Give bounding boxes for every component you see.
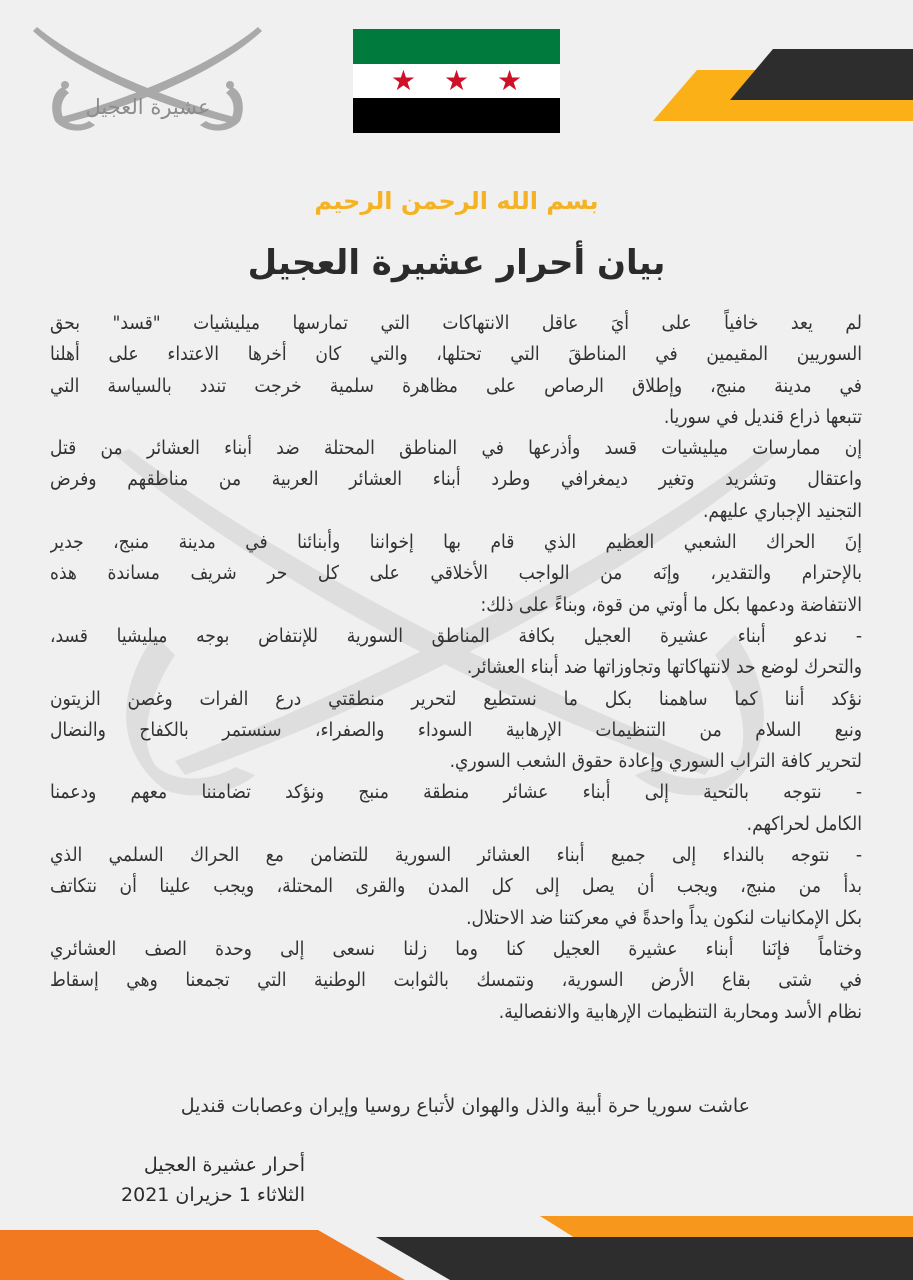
paragraph: [50, 621, 862, 684]
text-line: في شتى بقاع الأرض السورية، ونتمسك بالثوابت الوطنية التي تجمعنا وهي إسقاط: [50, 969, 862, 992]
closing-slogan: عاشت سوريا حرة أبية والذل والهوان لأتباع روسيا وإيران وعصابات قنديل: [180, 1095, 750, 1117]
paragraph: [50, 308, 862, 433]
statement-title: بيان أحرار عشيرة العجيل: [247, 243, 666, 283]
bottom-left-orange-band: [0, 1230, 405, 1280]
signature-date: الثلاثاء 1 حزيران 2021: [121, 1184, 305, 1206]
text-line: - نتوجه بالتحية إلى أبناء عشائر منطقة منبج ونؤكد تضامننا معهم ودعمنا: [50, 781, 862, 804]
text-line: لتحرير كافة التراب السوري وإعادة حقوق الشعب السوري.: [449, 750, 862, 773]
bottom-right-dark-band: [376, 1237, 913, 1280]
text-line: التجنيد الإجباري عليهم.: [702, 499, 862, 522]
bottom-right-yellow-band: [540, 1216, 913, 1238]
text-line: الانتفاضة ودعمها بكل ما أوتي من قوة، وبناءً على ذلك:: [480, 593, 862, 616]
flag-black-band: [353, 98, 560, 133]
text-line: بكل الإمكانيات لنكون يداً واحدةً في معركتنا ضد الاحتلال.: [466, 906, 862, 929]
logo-text: عشيرة العجيل: [85, 95, 211, 119]
basmala: بسم الله الرحمن الرحيم: [314, 187, 599, 215]
text-line: نظام الأسد ومحاربة التنظيمات الإرهابية والانفصالية.: [498, 1000, 862, 1023]
text-line: والتحرك لوضع حد لانتهاكاتها وتجاوزاتها ضد أبناء العشائر.: [466, 656, 862, 679]
text-line: بالإحترام والتقدير، وإنَه من الواجب الأخلاقي على كل حر شريف مساندة هذه: [50, 562, 862, 585]
paragraph: [50, 934, 862, 1028]
text-line: في مدينة منبج، وإطلاق الرصاص على مظاهرة سلمية خرجت تندد بالسياسة التي: [50, 374, 862, 397]
text-line: لم يعد خافياً على أيَ عاقل الانتهاكات التي تمارسها ميليشيات "قسد" بحق: [50, 312, 862, 334]
flag-white-band: [353, 64, 560, 99]
star-icon: ★: [497, 63, 523, 97]
text-line: الكامل لحراكهم.: [746, 812, 862, 835]
text-line: - نتوجه بالنداء إلى جميع أبناء العشائر السورية للتضامن مع الحراك السلمي الذي: [50, 844, 862, 867]
signature-block: [95, 1150, 305, 1210]
text-line: إن ممارسات ميليشيات قسد وأذرعها في المناطق المحتلة ضد أبناء العشائر من قتل: [50, 437, 862, 460]
text-line: السوريين المقيمين في المناطقَ التي تحتلها، والتي كان أخرها الاعتداء على أهلنا: [50, 343, 862, 366]
text-line: ونبع السلام من التنظيمات الإرهابية السوداء والصفراء، سنستمر بالكفاح والنضال: [50, 718, 862, 741]
flag-green-band: [353, 29, 560, 64]
paragraph: [50, 684, 862, 778]
signature-name: أحرار عشيرة العجيل: [143, 1154, 305, 1176]
star-icon: ★: [443, 63, 470, 97]
syrian-revolution-flag: [353, 29, 560, 133]
text-line: - ندعو أبناء عشيرة العجيل بكافة المناطق السورية للإنتفاض بوجه ميليشيا قسد،: [50, 624, 862, 647]
paragraph: [50, 840, 862, 934]
clan-logo: [25, 25, 270, 135]
text-line: واعتقال وتشريد وتغير ديمغرافي وطرد أبناء العشائر العربية من مناطقهم وفرض: [50, 468, 862, 491]
text-line: وختاماً فإنَنا أبناء عشيرة العجيل كنا وما زلنا نسعى إلى وحدة الصف العشائري: [50, 937, 862, 960]
text-line: بدأ من منبج، ويجب أن يصل إلى كل المدن والقرى المحتلة، ويجب علينا أن نتكاتف: [50, 875, 862, 898]
text-line: تتبعها ذراع قنديل في سوريا.: [663, 405, 862, 428]
paragraph: [50, 777, 862, 840]
text-line: نؤكد أننا كما ساهمنا بكل ما نستطيع لتحرير منطقتي درع الفرات وغصن الزيتون: [50, 687, 862, 710]
paragraph: [50, 527, 862, 621]
statement-body: [50, 308, 862, 1028]
star-icon: ★: [390, 63, 416, 97]
paragraph: [50, 433, 862, 527]
top-right-dark-band: [730, 49, 913, 100]
text-line: إنَ الحراك الشعبي العظيم الذي قام بها إخواننا وأبنائنا في مدينة منبج، جدير: [50, 531, 862, 554]
